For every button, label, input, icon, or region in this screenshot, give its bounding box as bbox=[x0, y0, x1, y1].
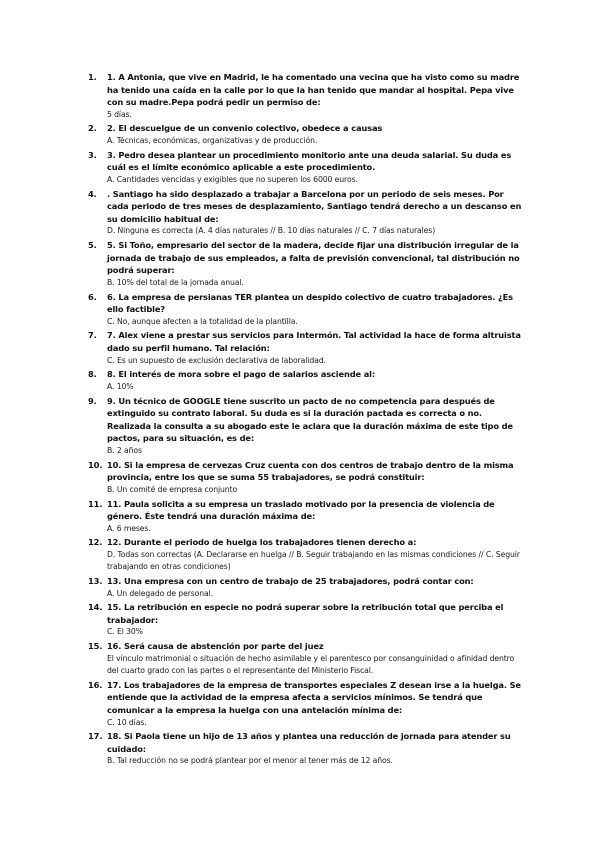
question-number: 8. bbox=[88, 369, 97, 380]
answer-text: C. No, aunque afecten a la totalidad de la plantilla. bbox=[107, 316, 298, 326]
question-item bbox=[0, 188, 600, 238]
question-number: 7. bbox=[88, 330, 97, 341]
answer-text: C. Es un supuesto de exclusión declarativa de laboralidad. bbox=[107, 355, 326, 365]
question-item bbox=[0, 122, 600, 147]
answer-text: C. El 30% bbox=[107, 627, 143, 637]
answer-text: C. 10 días. bbox=[107, 717, 147, 727]
question-text: 18. Si Paola tiene un hijo de 13 años y plantea una reducción de jornada para atender su cuidado: bbox=[107, 731, 511, 754]
question-item bbox=[0, 498, 600, 535]
question-item bbox=[0, 575, 600, 600]
question-text: 9. Un técnico de GOOGLE tiene suscrito un pacto de no competencia para después de extinguido su contrato laboral. Su duda es si la duración pactada es correcta o no. Realizada la consulta a su abogado este le aclara que la duración máxima de este tipo de pactos, para su situación, es de: bbox=[107, 395, 513, 444]
question-number: 5. bbox=[88, 240, 97, 251]
question-number: 17. bbox=[88, 731, 103, 742]
question-text: 17. Los trabajadores de la empresa de transportes especiales Z desean irse a la huelga. Se entiende que la actividad de la empresa afecta a servicios mínimos. Se tendrá que comunicar a la empresa la huelga con una antelación mínima de: bbox=[107, 679, 521, 715]
question-text: 13. Una empresa con un centro de trabajo de 25 trabajadores, podrá contar con: bbox=[107, 575, 474, 586]
question-number: 4. bbox=[88, 188, 97, 199]
answer-text: A. Técnicas, económicas, organizativas y de producción. bbox=[107, 136, 318, 146]
answer-text: 5 días. bbox=[107, 109, 132, 119]
answer-text: A. Cantidades vencidas y exigibles que no superen los 6000 euros. bbox=[107, 174, 358, 184]
question-text: 7. Alex viene a prestar sus servicios para Intermón. Tal actividad la hace de forma altruista dado su perfil humano. Tal relación: bbox=[107, 330, 521, 354]
question-text: 16. Será causa de abstención por parte del juez bbox=[107, 641, 324, 652]
question-item bbox=[0, 536, 600, 573]
question-item bbox=[0, 395, 600, 458]
question-item bbox=[0, 730, 600, 767]
question-text: . Santiago ha sido desplazado a trabajar a Barcelona por un periodo de seis meses. Por cada periodo de tres meses de desplazamiento, Santiago tendrá derecho a un descanso en su domicilio habitual de: bbox=[107, 188, 522, 224]
question-number: 15. bbox=[88, 641, 103, 652]
question-number: 1. bbox=[88, 72, 97, 82]
question-number: 6. bbox=[88, 291, 97, 302]
question-item bbox=[0, 459, 600, 496]
question-text: 15. La retribución en especie no podrá superar sobre la retribución total que perciba el trabajador: bbox=[107, 602, 504, 625]
question-text: 6. La empresa de persianas TER plantea un despido colectivo de cuatro trabajadores. ¿Es ello factible? bbox=[107, 291, 513, 315]
question-number: 13. bbox=[88, 575, 103, 586]
question-number: 11. bbox=[88, 498, 103, 509]
question-text: 11. Paula solicita a su empresa un traslado motivado por la presencia de violencia de género. Éste tendrá una duración máxima de: bbox=[107, 498, 495, 522]
question-item bbox=[0, 329, 600, 366]
question-text: 5. Si Toño, empresario del sector de la madera, decide fijar una distribución irregular de la jornada de trabajo de sus empleados, a falta de previsión convencional, tal distribución no podrá superar: bbox=[107, 240, 520, 276]
question-number: 3. bbox=[88, 149, 97, 160]
question-text: 12. Durante el periodo de huelga los trabajadores tienen derecho a: bbox=[107, 537, 417, 548]
answer-text: D. Ninguna es correcta (A. 4 días naturales // B. 10 días naturales // C. 7 días naturales) bbox=[107, 226, 436, 236]
answer-text: B. Un comité de empresa conjunto bbox=[107, 484, 238, 494]
question-item bbox=[0, 71, 600, 121]
question-item bbox=[0, 601, 600, 638]
question-item bbox=[0, 239, 600, 289]
question-item bbox=[0, 679, 600, 729]
question-number: 10. bbox=[88, 459, 103, 470]
answer-text: A. Un delegado de personal. bbox=[107, 588, 214, 598]
question-text: 8. El interés de mora sobre el pago de salarios asciende al: bbox=[107, 369, 376, 380]
question-number: 12. bbox=[88, 537, 103, 548]
answer-text: B. Tal reducción no se podrá plantear por el menor al tener más de 12 años. bbox=[107, 756, 393, 766]
question-item bbox=[0, 291, 600, 328]
question-number: 9. bbox=[88, 395, 97, 406]
question-number: 2. bbox=[88, 123, 97, 134]
answer-text: A. 10% bbox=[107, 381, 134, 391]
question-text: 10. Si la empresa de cervezas Cruz cuenta con dos centros de trabajo dentro de la misma provincia, entre los que se suma 55 trabajadores, se podrá constituir: bbox=[107, 459, 514, 483]
question-item bbox=[0, 368, 600, 393]
question-item bbox=[0, 149, 600, 186]
answer-text: B. 10% del total de la jornada anual. bbox=[107, 277, 244, 287]
question-item bbox=[0, 640, 600, 677]
question-text: 3. Pedro desea plantear un procedimiento monitorio ante una deuda salarial. Su duda es cuál es el límite económico aplicable a este procedimiento. bbox=[107, 149, 512, 173]
answer-text: D. Todas son correctas (A. Declararse en huelga // B. Seguir trabajando en las mismas condiciones // C. Seguir trabajando en otras condiciones) bbox=[107, 550, 520, 572]
answer-text: El vínculo matrimonial o situación de hecho asimilable y el parentesco por consanguinidad o afinidad dentro del cuarto grado con las partes o el representante del Ministerio Fiscal. bbox=[107, 653, 515, 676]
question-list bbox=[0, 71, 600, 769]
question-number: 16. bbox=[88, 679, 103, 690]
question-text: 1. A Antonia, que vive en Madrid, le ha comentado una vecina que ha visto como su madre ha tenido una caída en la calle por lo que la han tenido que mandar al hospital. Pepa vive con su madre.Pepa podrá pedir un permiso de: bbox=[107, 72, 520, 108]
question-number: 14. bbox=[88, 602, 103, 613]
answer-text: A. 6 meses. bbox=[107, 523, 151, 533]
question-text: 2. El descuelgue de un convenio colectivo, obedece a causas bbox=[107, 123, 383, 134]
answer-text: B. 2 años bbox=[107, 445, 142, 455]
